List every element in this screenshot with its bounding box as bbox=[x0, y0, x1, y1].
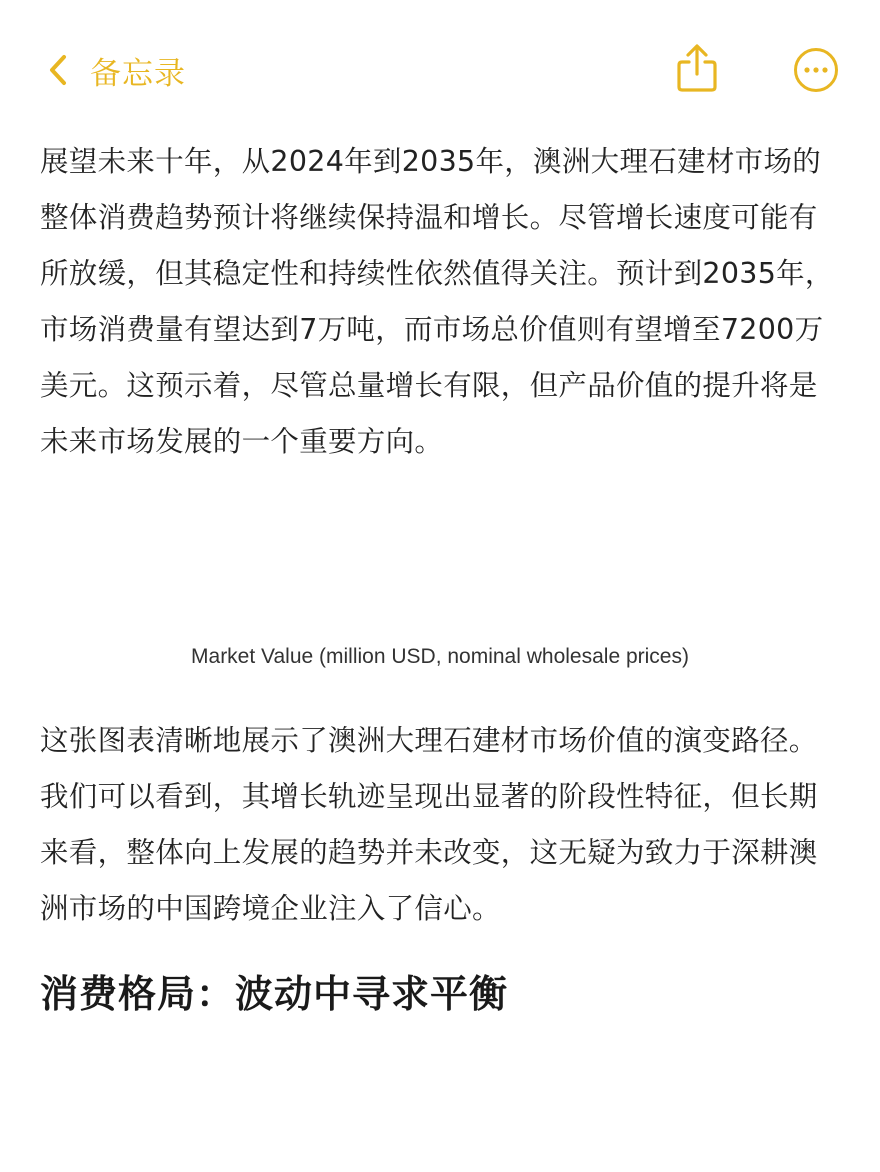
more-button[interactable] bbox=[793, 47, 839, 93]
section-heading: 消费格局：波动中寻求平衡 bbox=[40, 972, 509, 1016]
chevron-left-icon bbox=[48, 54, 68, 86]
navigation-bar bbox=[0, 0, 880, 140]
note-body bbox=[40, 134, 840, 470]
more-icon bbox=[793, 78, 839, 97]
share-icon bbox=[674, 79, 720, 98]
back-label: 备忘录 bbox=[90, 55, 186, 92]
paragraph-outlook: 展望未来十年，从2024年到2035年，澳洲大理石建材市场的整体消费趋势预计将继续保持温和增长。尽管增长速度可能有所放缓，但其稳定性和持续性依然值得关注。预计到2035年，市场消费量有望达到7万吨，而市场总价值则有望增至7200万美元。这预示着，尽管总量增长有限，但产品价值的提升将是未来市场发展的一个重要方向。 bbox=[40, 145, 834, 458]
paragraph-chart-analysis: 这张图表清晰地展示了澳洲大理石建材市场价值的演变路径。我们可以看到，其增长轨迹呈现出显著的阶段性特征，但长期来看，整体向上发展的趋势并未改变，这无疑为致力于深耕澳洲市场的中国跨境企业注入了信心。 bbox=[40, 724, 818, 925]
share-button[interactable] bbox=[674, 42, 720, 94]
chart-area bbox=[40, 475, 840, 695]
chart-caption: Market Value (million USD, nominal wholesale prices) bbox=[191, 645, 689, 668]
note-body-continued bbox=[40, 713, 840, 937]
back-button[interactable] bbox=[48, 46, 186, 94]
